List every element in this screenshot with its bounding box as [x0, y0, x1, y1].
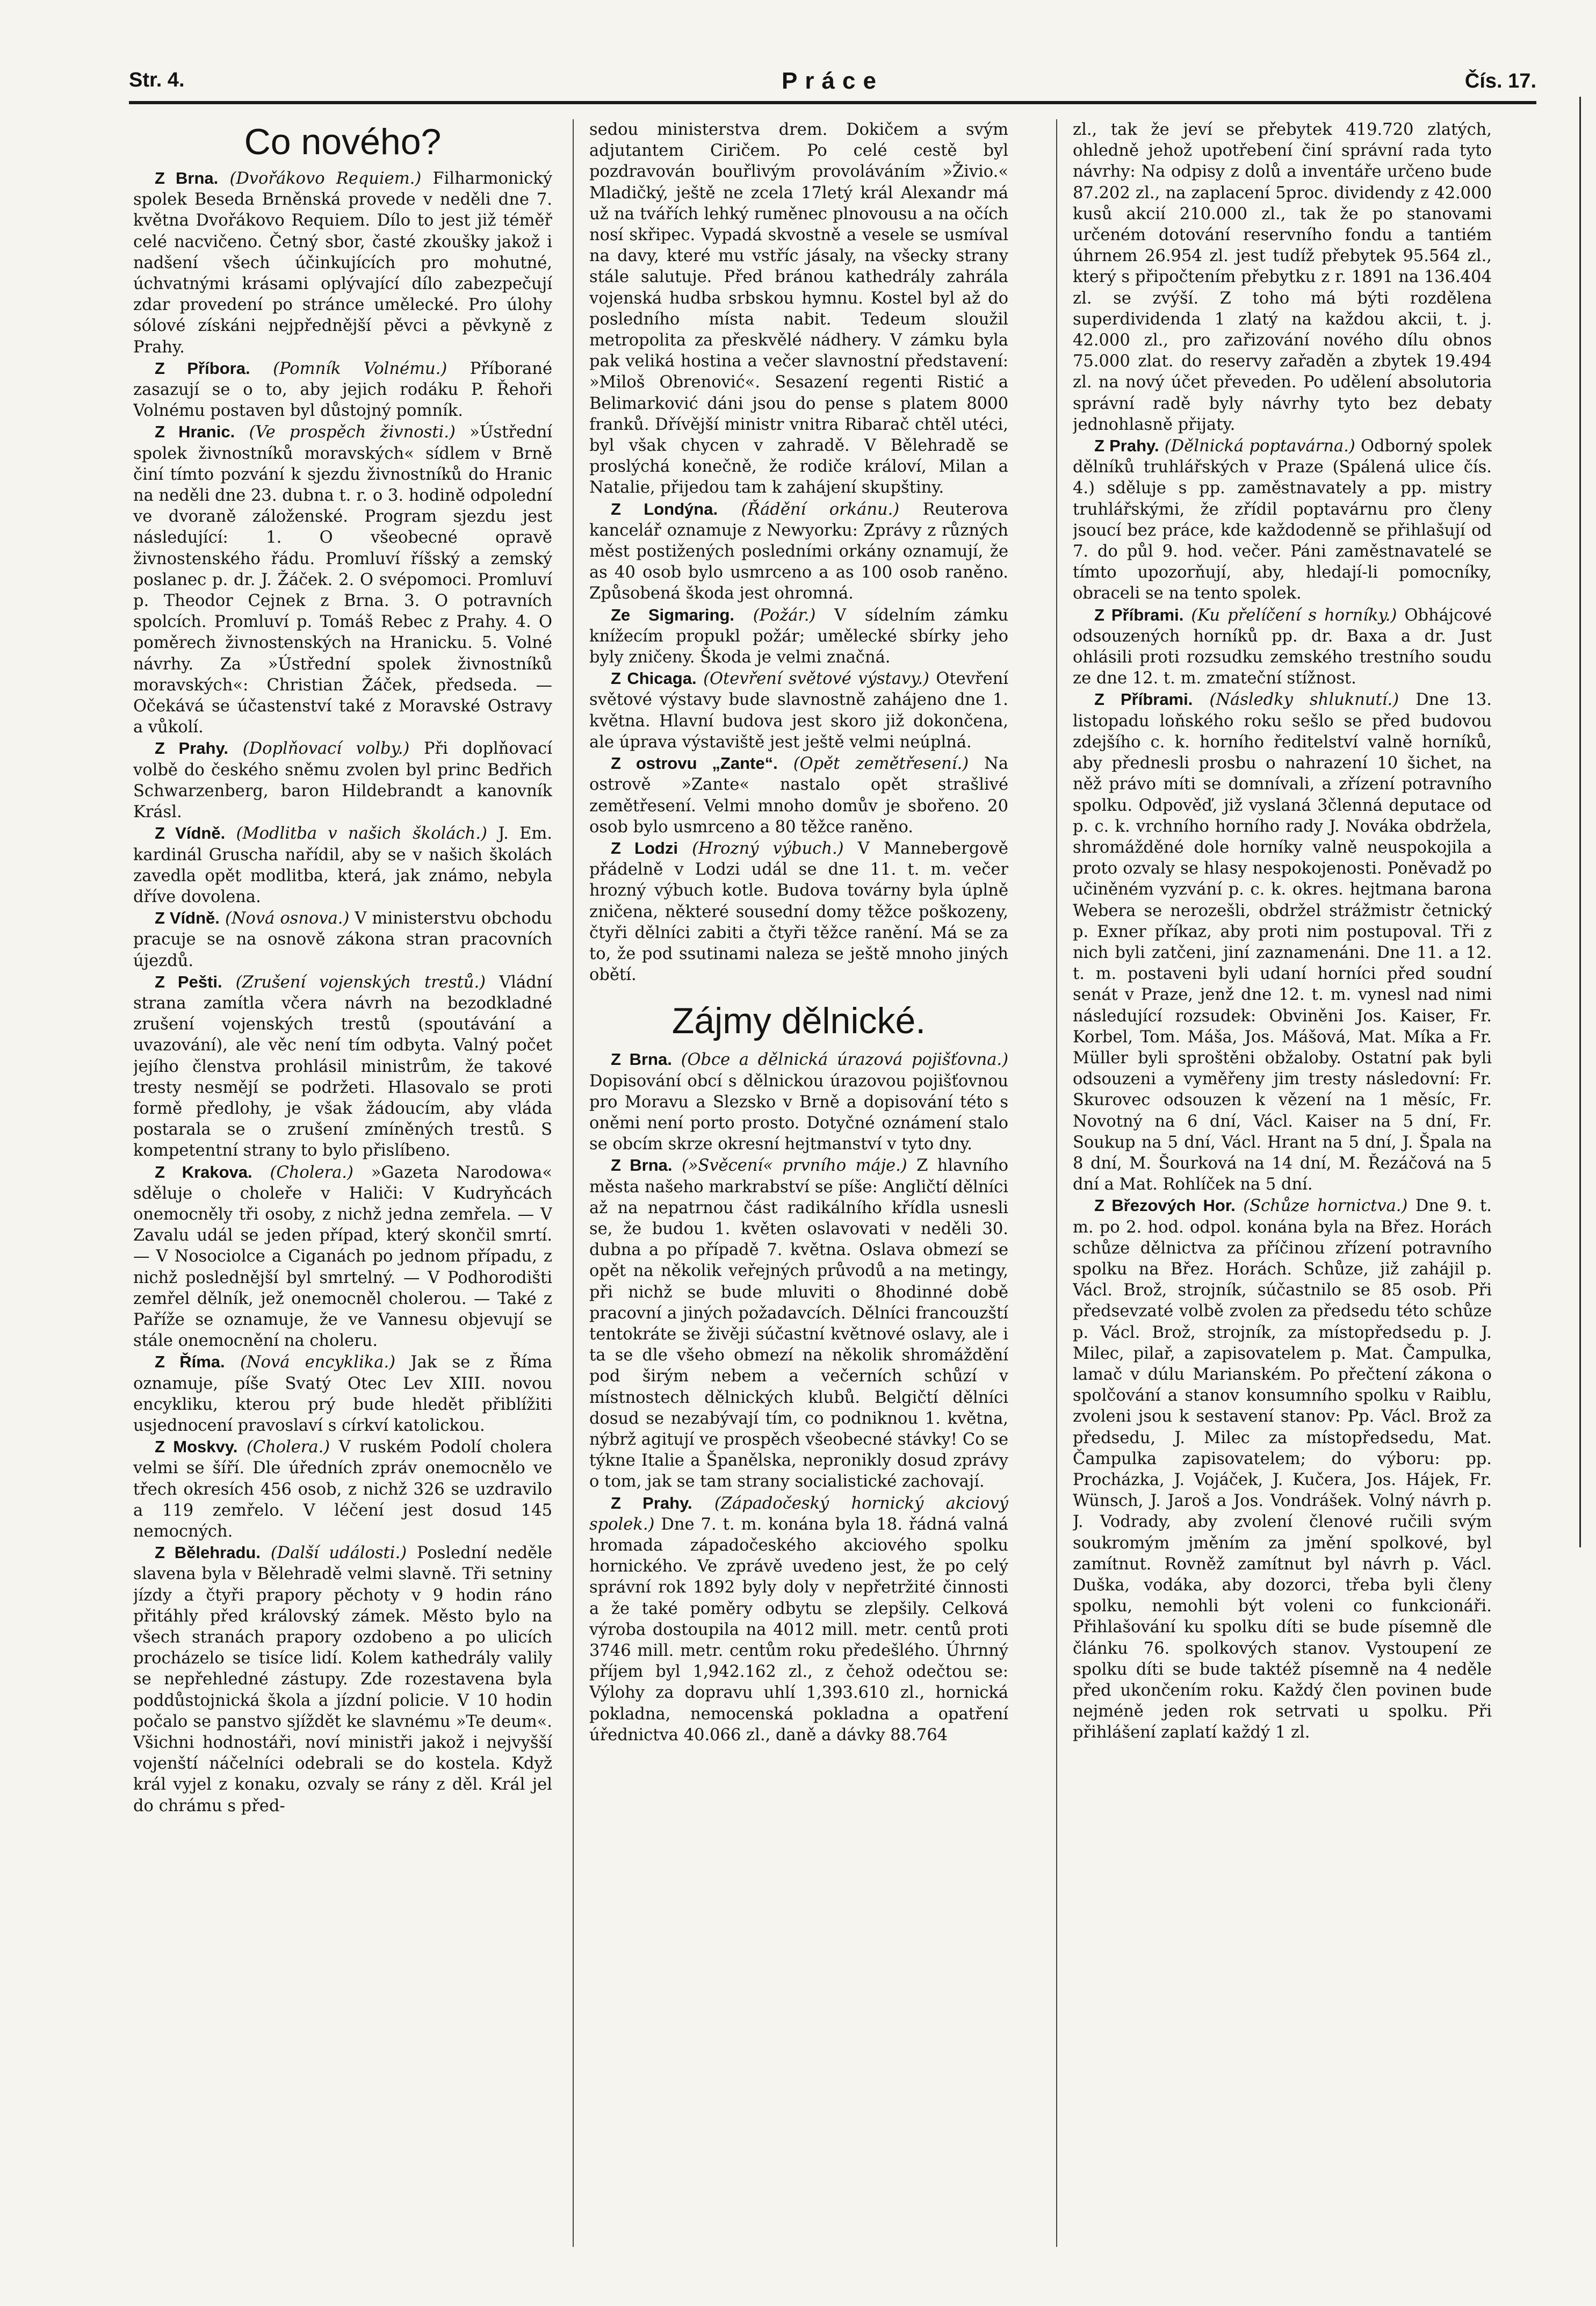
article [133, 1436, 552, 1542]
article-body: Na ostrově »Zante« nastalo opět strašlivé zemětřesení. Velmi mnoho domův je sbořeno. 20 osob bylo usmrceno a 80 těžce raněno. [589, 754, 1008, 837]
article-title: (Otevření světové výstavy.) [703, 669, 929, 689]
article-body: Dne 7. t. m. konána byla 18. řádná valná hromada západočeského akciového spolku hornického. Ve zprávě uvedeno jest, že po celý správní rok 1892 byly doly v nepřetržité činnosti a že také poměry odbytu se zlepšily. Celková výroba dostoupila na 4012 mill. metr. centů proti 3746 mill. metr. centům roku předešlého. Úhrnný příjem byl 1,942.162 zl., z čehož odečtou se: Výlohy za dopravu uhlí 1,393.610 zl., hornická pokladna, nemocenská pokladna a opatření úřednictva 40.066 zl., daně a dávky 88.764 [589, 1515, 1008, 1745]
article [1073, 604, 1492, 689]
newspaper-title: Práce [782, 68, 884, 94]
article-location: Z Prahy. [155, 739, 229, 758]
article-body: V ministerstvu obchodu pracuje se na osnově zákona stran pracovních újezdů. [133, 909, 552, 970]
article [133, 168, 552, 358]
article-body: Při doplňovací volbě do českého sněmu zvolen byl princ Bedřich Schwarzenberg, baron Hildebrandt a kanovník Krásl. [133, 739, 552, 822]
section-heading-workers: Zájmy dělnické. [671, 1000, 926, 1042]
article-location: Z Prahy. [611, 1493, 692, 1512]
article [1073, 1195, 1492, 1743]
article [133, 907, 552, 971]
article-body: Poslední neděle slavena byla v Bělehradě velmi slavně. Tři setniny jízdy a čtyři prapory pěchoty v 9 hodin ráno přitáhly před královský zámek. Město bylo na všech stranách prapory ozdobeno a po ulicích procházelo se tisíce lidí. Kolem kathedrály valily se nepřehledné zástupy. Zde rozestavena byla poddůstojnická škola a jízdní policie. V 10 hodin počalo se panstvo sjíždět ke slavnému »Te deum«. Všichni hodnostáři, noví ministři jakož i nejvyšší vojenští náčelníci odebrali se do kostela. Když král vyjel z konaku, ozvaly se rány z děl. Král jel do chrámu s před- [133, 1544, 552, 1815]
article [133, 1542, 552, 1817]
article-title: (Nová encyklika.) [240, 1353, 396, 1372]
article-body: zl., tak že jeví se přebytek 419.720 zlatých, ohledně jehož upotřebení činí správní rada tyto návrhy: Na odpisy z dolů a inventáře určeno bude 87.202 zl., na zaplacení 5proc. dividendy z 42.000 kusů akcií 210.000 zl., tak že po stanovami určeném dotování reservního fondu a tantiém úhrnem 26.954 zl. jest tudíž přebytek 95.564 zl., který s připočtením přebytku z r. 1891 na 136.404 zl. se zvýší. Z toho má býti rozdělena superdividenda 1 zlatý na každou akcii, t. j. 42.000 zl., pro zařizování nového dílu obnos 75.000 zlat. do reservy zařaděn a zbytek 19.494 zl. na nový účet převeden. Po udělení absolutoria správní radě byly návrhy tyto bez debaty jednohlasně přijaty. [1073, 120, 1492, 434]
article-location: Z Březových Hor. [1094, 1196, 1236, 1215]
page-number: Str. 4. [129, 69, 185, 91]
article-title: (Dvořákovo Requiem.) [229, 169, 422, 188]
article-body: sedou ministerstva drem. Dokičem a svým adjutantem Ciričem. Po celé cestě byl pozdravován bouřlivým provoláváním »Živio.« Mladičký, ještě ne zcela 17letý král Alexandr má už na tvářích lehký ruměnec plnovousu a na očích nosí skřipec. Vypadá skvostně a vesele se usmíval na davy, které mu vstříc jásaly, na všecky strany stále salutuje. Před bránou kathedrály zahrála vojenská hudba srbskou hymnu. Kostel byl až do posledního místa nabit. Tedeum sloužil metropolita za přeskvělé nádhery. V zámku byla pak veliká hostina a večer slavnostní představení: »Miloš Obrenović«. Sesazení regenti Ristić a Belimarković dáni jsou do pense s platem 8000 franků. Dřívější ministr vnitra Ribarač chtěl utéci, byl však chycen v zahradě. V Bělehradě se proslýchá konečně, že rodiče královí, Milan a Natalie, přijedou tam k zahájení skupštiny. [589, 120, 1008, 498]
article-body: »Ústřední spolek živnostníků moravských« sídlem v Brně činí tímto pozvání k sjezdu živnostníků do Hranic na neděli dne 23. dubna t. r. o 3. hodině odpolední ve dvoraně záloženské. Program sjezdu jest následující: 1. O všeobecné opravě živnostenského řádu. Promluví říšský a zemský poslanec p. dr. J. Žáček. 2. O svépomoci. Promluví p. Theodor Cejnek z Brna. 3. O potravních spolcích. Promluví p. Tomáš Rebec z Prahy. 4. O poměrech živnostenských na Hranicku. 5. Volné návrhy. Za »Ústřední spolek živnostníků moravských«: Christian Žáček, předseda. — Očekává se účastenství také z Moravské Ostravy a vůkolí. [133, 423, 552, 737]
article-title: (Cholera.) [270, 1163, 353, 1182]
article [1073, 119, 1492, 435]
article-location: Z Hranic. [155, 422, 235, 442]
article-body: V Mannebergově přádelně v Lodzi udál se dne 11. t. m. večer hrozný výbuch kotle. Budova továrny byla úplně zničena, některé sousední domy těžce poškozeny, čtyři dělníci zabiti a čtyři těžce ranění. Má se za to, že pod ssutinami naleza se ještě mnoho jiných obětí. [589, 839, 1008, 985]
article [133, 823, 552, 907]
article-location: Z Pešti. [155, 972, 222, 991]
article-body: Příborané zasazují se o to, aby jejich rodáku P. Řehoři Volnému postaven byl důstojný pomník. [133, 359, 552, 421]
column-divider [573, 119, 574, 2247]
article [589, 604, 1008, 668]
article-title: (Dělnická poptavárna.) [1164, 437, 1355, 456]
article [133, 1351, 552, 1436]
article-location: Z Vídně. [155, 824, 226, 843]
article [589, 1049, 1008, 1155]
article-location: Z Lodzi [611, 838, 678, 857]
article-body: Dopisování obcí s dělnickou úrazovou pojišťovnou pro Moravu a Slezsko v Brně a dopisování této s oněmi není porto prosto. Dotyčné oznámení stalo se obcím skrze okresní hejtmanství v tyto dny. [589, 1071, 1008, 1154]
column-1 [133, 119, 552, 2247]
article [133, 738, 552, 823]
article-body: Otevření světové výstavy bude slavnostně zahájeno dne 1. května. Hlavní budova jest skoro již dokončena, ale úprava výstaviště jest ještě velmi neúplná. [589, 669, 1008, 752]
article-location: Z Prahy. [1094, 436, 1159, 456]
article-location: Z Příbrami. [1094, 690, 1193, 709]
article-title: (Zrušení vojenských trestů.) [235, 972, 486, 992]
article-location: Z Krakova. [155, 1162, 252, 1181]
article-title: (Hrozný výbuch.) [692, 839, 844, 858]
article-location: Z Příbora. [155, 358, 250, 378]
article [133, 358, 552, 422]
article [589, 838, 1008, 985]
article-body: V ruském Podolí cholera velmi se šíří. Dle úředních zpráv onemocnělo ve třech okresích 456 osob, z nichž 326 se uzdravilo a 119 zemřelo. V léčení jest dosud 145 nemocných. [133, 1438, 552, 1541]
article [1073, 435, 1492, 604]
article-title: (Cholera.) [246, 1438, 330, 1457]
article [133, 971, 552, 1162]
article [133, 1162, 552, 1352]
article-location: Z Říma. [155, 1352, 225, 1372]
article-body: Filharmonický spolek Beseda Brněnská provede v neděli dne 7. května Dvořákovo Requiem. Dílo to jest již téměř celé nacvičeno. Četný sbor, časté zkoušky jakož i nadšení všech účinkujících pro mohutné, úchvatnými krásami oplývající dílo zabezpečují zdar provedení po stránce umělecké. Pro úlohy sólové získáni nejpřednější pěvci a pěvkyně z Prahy. [133, 169, 552, 357]
article-location: Z Vídně. [155, 909, 220, 928]
next-page-edge [1579, 97, 1596, 1547]
column-divider [1056, 119, 1057, 2247]
article-location: Z Moskvy. [155, 1437, 238, 1457]
article [589, 1493, 1008, 1746]
article-location: Ze Sigmaring. [611, 605, 735, 624]
article [589, 499, 1008, 604]
article-title: (Řádění orkánu.) [741, 500, 900, 519]
article-body: Vládní strana zamítla včera návrh na bezodkladné zrušení vojenských trestů (spoutávání a uvazování), ale věc není tím odbyta. Valný počet jejího členstva prohlásil ministrům, že takové tresty nesmějí se podržeti. Hlasovalo se proti formě předlohy, je však žádoucím, aby vláda postarala se o zrušení zmíněných trestů. S kompetentní strany to bylo přislíbeno. [133, 972, 552, 1161]
article-title: (Ku přelíčení s horníky.) [1191, 606, 1397, 625]
article-title: (Ve prospěch živnosti.) [249, 423, 456, 442]
article-body: Odborný spolek dělníků truhlářských v Praze (Spálená ulice čís. 4.) sděluje s pp. zaměstnavately a pp. mistry truhlářskými, že zřídil poptavárnu pro členy jsoucí bez práce, kde každodenně se přihlašují od 7. do půl 9. hod. večer. Páni zaměstnavatelé se tímto upozorňují, aby, hledají-li pomocníky, obraceli se na tento spolek. [1073, 437, 1492, 603]
page-header [129, 64, 1536, 102]
issue-number: Čís. 17. [1464, 70, 1536, 92]
article [133, 421, 552, 738]
article-location: Z Příbrami. [1094, 605, 1184, 624]
article-body: Reuterova kancelář oznamuje z Newyorku: Zprávy z různých měst postižených posledními orkány oznamují, že as 40 osob bylo usmrceno a as 100 osob raněno. Způsobená škoda jest ohromná. [589, 500, 1008, 603]
article-body: Z hlavního města našeho markrabství se píše: Angličtí dělníci až na nepatrnou část radikálního křídla usnesli se, že budou 1. květen oslavovati v neděli 30. dubna a po případě 7. května. Oslava obmezí se opět na několik veřejných průvodů a na metingy, při nichž se bude mluviti o 8hodinné době pracovní a jiných požadavcích. Dělníci francouzští tentokráte se živěji súčastní květnové oslavy, ale i ta se dle všeho obmezí na několik shromáždění pod širým nebem a večerních schůzí v místnostech dělnických klubů. Belgičtí dělníci dosud se nezabývají tím, co podniknou 1. května, nýbrž agitují ve prospěch všeobecné stávky! Co se týkne Italie a Španělska, nepronikly dosud zprávy o tom, jak se tam strany socialistické zachovají. [589, 1156, 1008, 1491]
article-location: Z Bělehradu. [155, 1543, 261, 1562]
article-title: (»Svěcení« prvního máje.) [681, 1156, 907, 1176]
article-location: Z Brna. [611, 1050, 672, 1069]
article-body: Jak se z Říma oznamuje, píše Svatý Otec Lev XIII. novou encykliku, kterou prý bude hledět přiblížiti usjednocení pravoslaví s církví katolickou. [133, 1353, 552, 1435]
article-title: (Západočeský hornický akciový spolek.) [589, 1494, 1008, 1534]
article-location: Z Brna. [611, 1156, 673, 1175]
article [1073, 689, 1492, 1195]
article [589, 668, 1008, 753]
article-title: (Modlitba v našich školách.) [236, 824, 487, 844]
article-title: (Opět zemětřesení.) [793, 754, 969, 774]
article-title: (Schůze hornictva.) [1243, 1197, 1408, 1216]
article-title: (Požár.) [753, 606, 816, 625]
article-title: (Nová osnova.) [225, 909, 350, 928]
article-title: (Následky shluknutí.) [1209, 690, 1399, 710]
column-3 [1073, 119, 1492, 2247]
article [589, 753, 1008, 838]
article-location: Z Brna. [155, 169, 219, 188]
article-title: (Další události.) [270, 1544, 407, 1563]
header-rule [129, 101, 1536, 104]
article-title: (Obce a dělnická úrazová pojišťovna.) [681, 1050, 1008, 1070]
article-body: Obhájcové odsouzených horníků pp. dr. Baxa a dr. Just ohlásili proti rozsudku zemského trestního soudu ze dne 12. t. m. zmateční stížnost. [1073, 606, 1492, 688]
article-location: Z ostrovu „Zante“. [611, 754, 778, 773]
section-heading-news: Co nového? [244, 121, 442, 162]
article [589, 1155, 1008, 1492]
article-body: J. Em. kardinál Gruscha nařídil, aby se v našich školách zavedla opět modlitba, která, jak známo, nebyla dříve dovolena. [133, 824, 552, 906]
article-title: (Doplňovací volby.) [242, 739, 410, 759]
article-body: V sídelním zámku knížecím propukl požár; umělecké sbírky jeho byly zničeny. Škoda je velmi značná. [589, 606, 1008, 667]
article-body: Dne 9. t. m. po 2. hod. odpol. konána byla na Břez. Horách schůze dělnictva za příčinou zřízení potravního spolku na Břez. Horách. Schůze, již zahájil p. Václ. Brož, strojník, súčastnilo se 85 osob. Při předsevzaté volbě zvolen za předsedu této schůze p. Václ. Brož, strojník, za místopředsedu p. J. Milec, pilař, a zapisovatelem p. Mat. Čampulka, lamač v dúlu Marianském. Po přečtení zákona o spolčování a stanov konsumního spolku v Raiblu, zvoleni jsou k sestavení stanov: Pp. Václ. Brož za předsedu, J. Milec za místopředsedu, Mat. Čampulka zapisovatelem; do výboru: pp. Procházka, J. Vojáček, J. Kučera, Jos. Hájek, Fr. Wünsch, J. Jaroš a Jos. Vondrášek. Volný návrh p. J. Vodrady, aby zvolení členové ručili svým soukromým jměním za jmění spolkové, byl zamítnut. Rovněž zamítnut byl návrh p. Václ. Duška, vodáka, aby dozorci, třeba byli členy spolku, nemohli být voleni co funkcionáři. Přihlašování ku spolku díti se bude písemně dle článku 76. spolkových stanov. Vystoupení ze spolku díti se bude taktéž písemně na 4 neděle před ukončením roku. Každý člen povinen bude nejméně jeden rok setrvati u spolku. Při přihlášení zaplatí každý 1 zl. [1073, 1197, 1492, 1742]
article-title: (Pomník Volnému.) [273, 359, 447, 378]
article-body: Dne 13. listopadu loňského roku sešlo se před budovou zdejšího c. k. horního ředitelství valně horníků, aby přednesli prosbu o nahrazení 10 šichet, na něž právo míti se domnívali, a zřízení potravního spolku. Odpověď, již vyslaná 3členná deputace od p. c. k. vrchního horního rady J. Nováka obdržela, shromážděné dole horníky valně neuspokojila a proto ozvaly se hlasy nespokojenosti. Poněvadž po učiněném vyzvání p. c. k. okres. hejtmana barona Webera se nerozešli, obdržel strážmistr četnický p. Exner příkaz, aby proti nim postupoval. Tři z nich byli zatčeni, jiní zaznamenáni. Dne 11. a 12. t. m. postaveni byli udaní horníci před soudní senát v Praze, jenž dne 12. t. m. vynesl nad nimi následující rozsudek: Obviněni Jos. Kaiser, Fr. Korbel, Tom. Máša, Jos. Mášová, Mat. Míka a Fr. Müller byli sproštěni obžaloby. Ostatní pak byli odsouzeni a vyměřeny jim tresty následovní: Fr. Skurovec odsouzen k vězení na 1 měsíc, Fr. Novotný na 6 dní, Václ. Kaiser na 5 dní, Fr. Soukup na 5 dní, Václ. Hrant na 5 dní, J. Špala na 8 dní, M. Šourková na 14 dní, M. Řezáčová na 5 dní a Mat. Rohlíček na 5 dní. [1073, 690, 1492, 1194]
article [589, 119, 1008, 499]
column-2 [589, 119, 1008, 2247]
article-location: Z Londýna. [611, 499, 718, 518]
article-location: Z Chicaga. [611, 669, 697, 688]
article-body: »Gazeta Narodowa« sděluje o choleře v Haliči: V Kudryňcách onemocněly tři osoby, z nichž jedna zemřela. — V Zavalu udál se jeden případ, který skončil smrtí. — V Nosociolce a Ciganách po jednom případu, z nichž poslednější byl smrtelný. — V Podhorodišti zemřel dělník, jež onemocněl cholerou. — Také z Paříže se oznamuje, že ve Vannesu objevují se stále onemocnění na choleru. [133, 1163, 552, 1351]
